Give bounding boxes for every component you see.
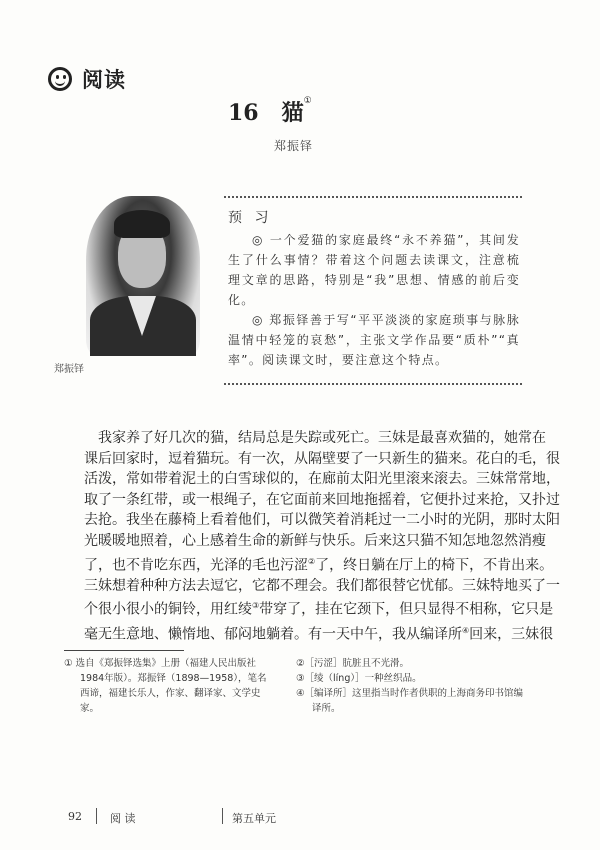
footnote-ref: ② xyxy=(308,556,316,566)
footnotes-right xyxy=(296,656,524,716)
preview-item: ◎ 郑振铎善于写“平平淡淡的家庭琐事与脉脉温情中轻笼的哀愁”，主张文学作品要“质朴”“真率”。阅读课文时，要注意这个特点。 xyxy=(228,313,520,367)
text: 了，终日躺在厅上的椅下，不肯出来。 xyxy=(315,557,554,574)
smiley-icon xyxy=(48,67,72,91)
page-number: 92 xyxy=(68,810,82,823)
footer-section: 阅 读 xyxy=(110,812,136,825)
photo-caption: 郑振铎 xyxy=(54,364,84,375)
body-line: 活泼，常如带着泥土的白雪球似的，在廊前太阳光里滚来滚去。三妹常常地， xyxy=(84,471,560,488)
footnote-3: ③［绫（líng）］一种丝织品。 xyxy=(296,673,422,684)
footer-unit: 第五单元 xyxy=(232,812,276,825)
preview-bottom-divider xyxy=(224,383,522,385)
preview-item: ◎ 一个爱猫的家庭最终“永不养猫”，其间发生了什么事情？带着这个问题去读课文，注意梳理文章的思路，特别是“我”思想、情感的前后变化。 xyxy=(228,233,520,307)
body-line xyxy=(84,596,554,620)
text: 个很小很小的铜铃，用红绫 xyxy=(84,602,252,619)
footer-divider xyxy=(222,808,223,824)
footnote-ref: ③ xyxy=(252,601,260,611)
footnote-4: ④［编译所］这里指当时作者供职的上海商务印书馆编译所。 xyxy=(296,688,524,714)
text: 了，也不肯吃东西，光泽的毛也污涩 xyxy=(84,557,308,574)
preview-top-divider xyxy=(224,196,522,198)
preview-heading: 预 习 xyxy=(228,210,273,226)
footnote-1: ① 选自《郑振铎选集》上册（福建人民出版社1984年版）。郑振铎（1898—1958），笔名西谛，福建长乐人，作家、翻译家、文学史家。 xyxy=(64,658,267,714)
body-line: 我家养了好几次的猫，结局总是失踪或死亡。三妹是最喜欢猫的，她常在 xyxy=(98,430,546,446)
preview-box xyxy=(228,208,520,370)
body-line: 三妹想着种种方法去逗它，它都不理会。我们都很替它忧郁。三妹特地买了一 xyxy=(84,577,560,594)
lesson-name: 猫 xyxy=(281,100,304,126)
body-line: 去抢。我坐在藤椅上看着他们，可以微笑着消耗过一二小时的光阴，那时太阳 xyxy=(84,512,560,529)
footnotes-left xyxy=(64,656,274,716)
body-line xyxy=(84,621,554,645)
footer-divider xyxy=(96,808,97,824)
author-name: 郑振铎 xyxy=(274,139,314,153)
footnote-divider xyxy=(64,650,184,651)
lesson-title xyxy=(228,96,312,127)
author-portrait xyxy=(86,196,200,356)
text: 回来，三妹很 xyxy=(469,626,554,643)
body-line: 课后回家时，逗着猫玩。有一次，从隔壁要了一只新生的猫来。花白的毛，很 xyxy=(84,450,560,467)
footnote-ref: ④ xyxy=(462,625,470,635)
text: 毫无生意地、懒惰地、郁闷地躺着。有一天中午，我从编译所 xyxy=(84,626,462,643)
footnote-2: ②［污涩］肮脏且不光滑。 xyxy=(296,658,410,669)
text: 带穿了，挂在它颈下，但只显得不相称，它只是 xyxy=(259,602,554,619)
section-title: 阅读 xyxy=(82,67,126,92)
section-header xyxy=(48,64,126,94)
body-line: 取了一条红带，或一根绳子，在它面前来回地拖摇着，它便扑过来抢，又扑过 xyxy=(84,491,560,508)
article-body xyxy=(84,428,560,645)
lesson-number: 16 xyxy=(228,100,259,126)
body-line: 光暖暖地照着，心上感着生命的新鲜与快乐。后来这只猫不知怎地忽然消瘦 xyxy=(84,532,546,549)
body-line xyxy=(84,552,554,576)
footnote-mark: ① xyxy=(303,96,312,106)
